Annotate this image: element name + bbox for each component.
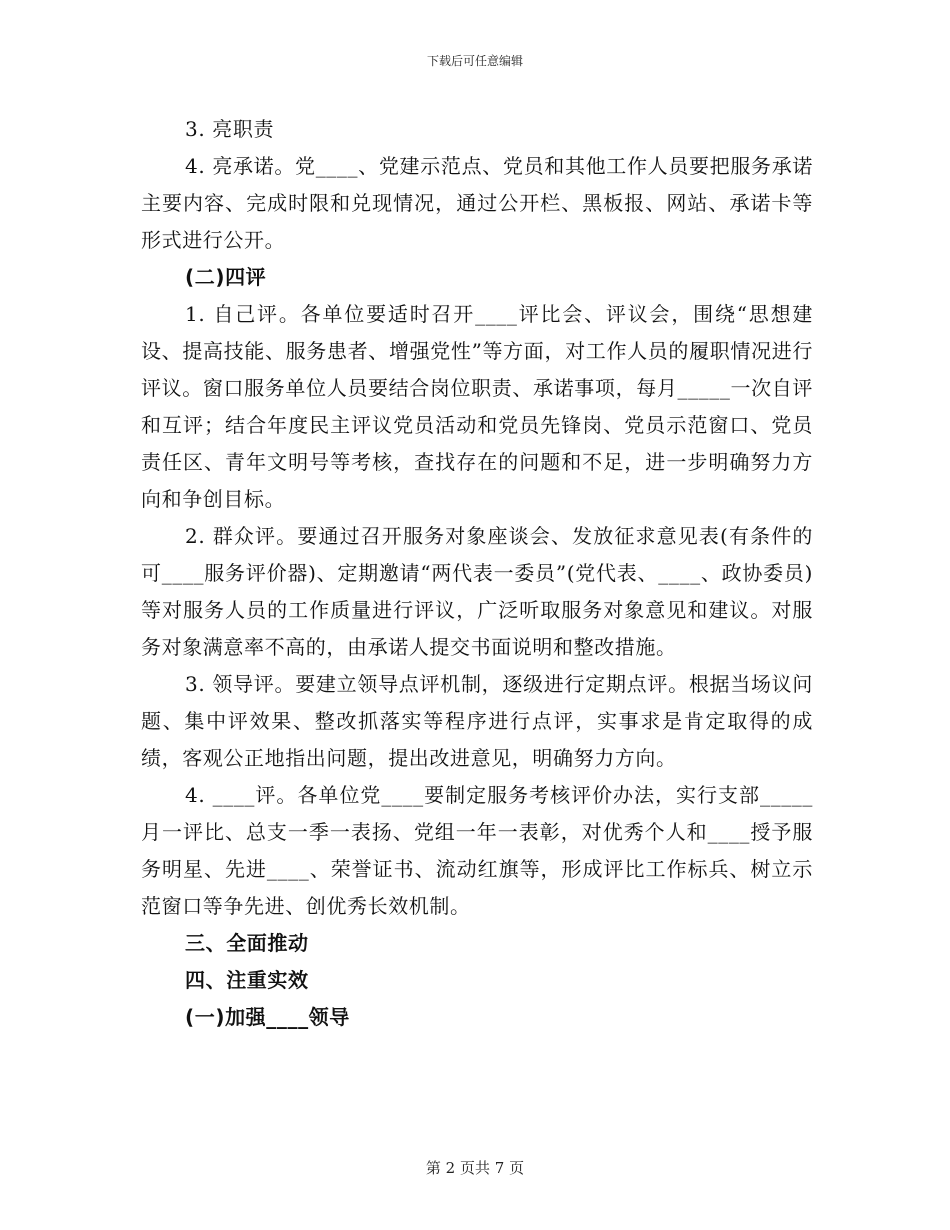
subsection-heading-1: (一)加强____领导 [185, 1005, 350, 1029]
page-footer: 第 2 页共 7 页 [425, 1159, 525, 1177]
paragraph-5: 3. 领导评。要建立领导点评机制，逐级进行定期点评。根据当场议问题、集中评效果、整改抓落实等程序进行点评，实事求是肯定取得的成绩，客观公正地指出问题，提出改进意见，明确努力方向。 [141, 672, 813, 770]
paragraph-4: 2. 群众评。要通过召开服务对象座谈会、发放征求意见表(有条件的可____服务评价器)、定期邀请“两代表一委员”(党代表、____、政协委员)等对服务人员的工作质量进行评议，广泛听取服务对象意见和建议。对服务对象满意率不高的，由承诺人提交书面说明和整改措施。 [141, 524, 813, 659]
paragraph-6: 4. ____评。各单位党____要制定服务考核评价办法，实行支部_____月一评比、总支一季一表扬、党组一年一表彰，对优秀个人和____授予服务明星、先进____、荣誉证书、流动红旗等，形成评比工作标兵、树立示范窗口等争先进、创优秀长效机制。 [141, 783, 813, 918]
section-heading-four-reviews: (二)四评 [185, 265, 267, 289]
document-body [141, 111, 813, 1036]
paragraph-2: 4. 亮承诺。党____、党建示范点、党员和其他工作人员要把服务承诺主要内容、完成时限和兑现情况，通过公开栏、黑板报、网站、承诺卡等形式进行公开。 [141, 154, 813, 252]
section-heading-3: 三、全面推动 [185, 931, 309, 955]
page-header: 下载后可任意编辑 [426, 54, 523, 68]
paragraph-3: 1. 自己评。各单位要适时召开____评比会、评议会，围绕“思想建设、提高技能、服务患者、增强党性”等方面，对工作人员的履职情况进行评议。窗口服务单位人员要结合岗位职责、承诺事项，每月_____一次自评和互评；结合年度民主评议党员活动和党员先锋岗、党员示范窗口、党员责任区、青年文明号等考核，查找存在的问题和不足，进一步明确努力方向和争创目标。 [141, 302, 813, 511]
section-heading-4: 四、注重实效 [185, 968, 309, 992]
paragraph-1: 3. 亮职责 [185, 117, 275, 141]
